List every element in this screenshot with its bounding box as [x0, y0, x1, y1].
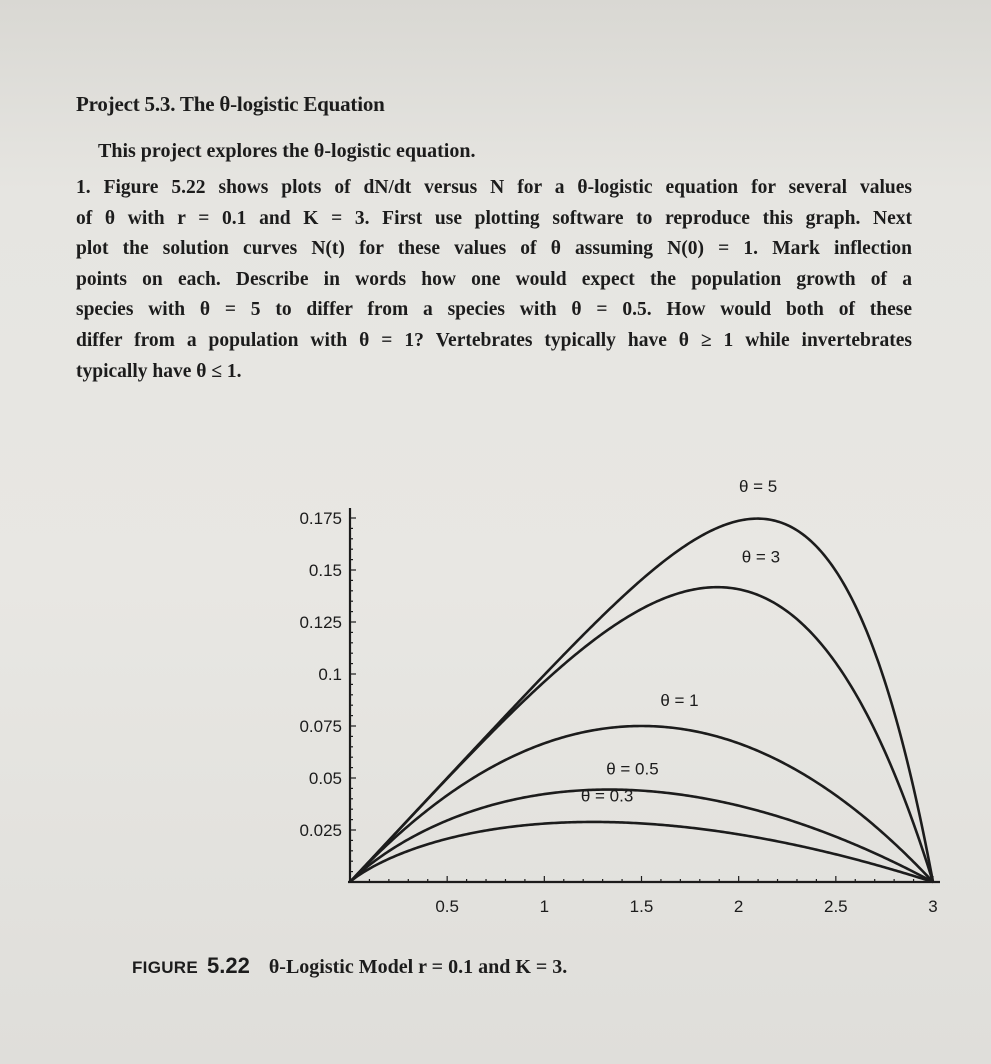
- curve-theta-3: [350, 587, 933, 882]
- y-tick-label: 0.05: [308, 769, 342, 788]
- paragraph-line: points on each. Describe in words how one would expect the population growth of a: [76, 268, 912, 290]
- curve-theta-5: [350, 519, 933, 882]
- x-tick-label: 1: [539, 897, 550, 916]
- y-tick-label: 0.1: [318, 665, 342, 684]
- paragraph-line: 1. Figure 5.22 shows plots of dN/dt versus N for a θ-logistic equation for several values: [76, 177, 912, 198]
- curve-label: θ = 0.3: [580, 786, 634, 806]
- curve-label: θ = 1: [660, 691, 699, 710]
- figure-label: FIGURE: [132, 958, 199, 977]
- y-tick-label: 0.15: [308, 561, 342, 580]
- x-tick-label: 2.5: [824, 897, 848, 916]
- y-tick-label: 0.025: [299, 821, 342, 840]
- y-tick-label: 0.075: [299, 717, 342, 736]
- curve-label: θ = 5: [738, 477, 778, 497]
- curve-label: θ = 3: [741, 547, 781, 567]
- paragraph-line: differ from a population with θ = 1? Vertebrates typically have θ ≥ 1 while invertebrates: [76, 329, 912, 351]
- x-tick-label: 0.5: [435, 897, 459, 916]
- y-tick-label: 0.175: [299, 509, 342, 528]
- paragraph-line: plot the solution curves N(t) for these values of θ assuming N(0) = 1. Mark inflection: [76, 238, 912, 260]
- y-tick-label: 0.125: [299, 613, 342, 632]
- paragraph-line: species with θ = 5 to differ from a species with θ = 0.5. How would both of these: [76, 299, 912, 321]
- project-title: Project 5.3. The θ-logistic Equation: [76, 92, 385, 116]
- figure-caption: [132, 953, 567, 979]
- figure-caption-text: θ-Logistic Model r = 0.1 and K = 3.: [268, 956, 568, 978]
- project-intro: This project explores the θ-logistic equation.: [98, 140, 476, 162]
- curve-theta-0-3: [350, 822, 933, 882]
- x-tick-label: 2: [733, 897, 744, 916]
- figure-number: 5.22: [207, 953, 250, 978]
- x-tick-label: 1.5: [629, 897, 654, 916]
- paragraph-line: typically have θ ≤ 1.: [76, 360, 242, 382]
- curve-label: θ = 0.5: [606, 759, 659, 779]
- chart-curves: [350, 519, 933, 882]
- curve-theta-1: [350, 726, 933, 882]
- chart-curve-labels: [581, 477, 780, 805]
- x-tick-label: 3: [928, 897, 938, 916]
- paragraph-line: of θ with r = 0.1 and K = 3. First use plotting software to reproduce this graph. Next: [76, 207, 912, 229]
